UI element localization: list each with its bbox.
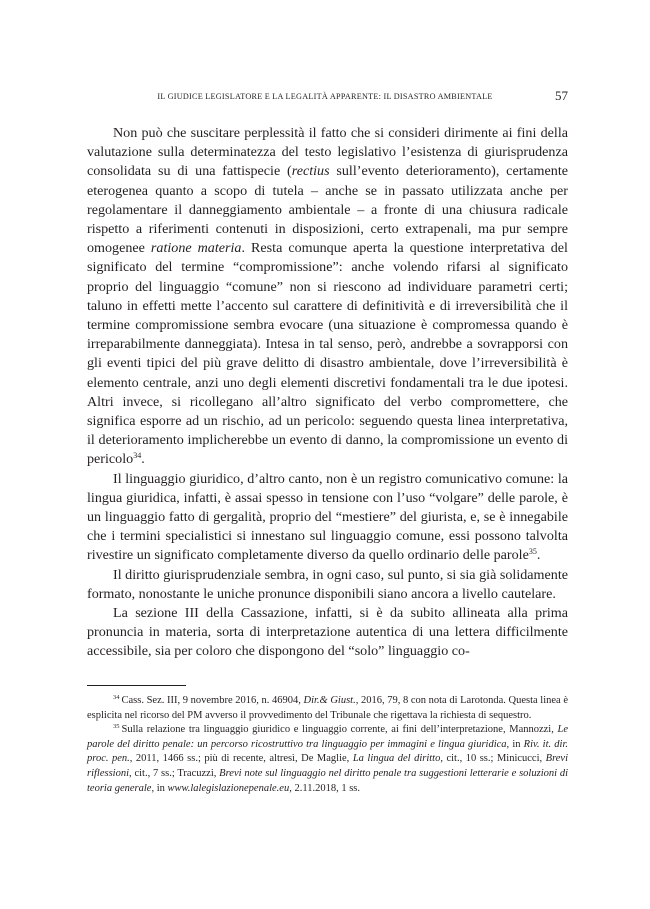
paragraph-1 [87,124,568,470]
paragraph-3: Il diritto giurisprudenziale sembra, in ogni caso, sul punto, si sia già solidamente formato, nonostante le uniche pronunce disponibili siano ancora a livello cautelare. [87,566,568,602]
website-link[interactable]: www.lalegislazionepenale.eu [167,782,290,794]
footnote-number: 34 [113,694,120,701]
text-run: , cit., 10 ss.; Minicucci, [440,753,546,765]
footnote-number: 35 [113,723,120,731]
text-run: , 2016, 79, 8 con nota di Larotonda. Questa linea è esplicita nel ricorso del PM avverso il provvedimento del Tribunale che rigettava la richiesta di sequestro. [87,695,569,721]
italic-title: Le parole del diritto penale: un percorso ricostruttivo tra linguaggio per immagini e lingua giuridica [87,724,568,750]
footnote-35 [87,723,568,796]
text-run: sull’evento deterioramento), certamente eterogenea quanto a scopo di tutela – anche se in passato utilizzata anche per regolamentare il danneggiamento ambientale – a fronte di una chiusura radicale rispetto a riferimenti contenuti in disposizioni, certo extrapenali, ma pur sempre omogenee [87,163,568,257]
text-run: , 2011, 1466 ss.; più di recente, altresì, De Maglie, [129,753,353,765]
text-run: Il linguaggio giuridico, d’altro canto, non è un registro comunicativo comune: la lingua giuridica, infatti, è assai spesso in tensione con l’uso “volgare” delle parole, è un linguaggio fatto di gergalità, proprio del “mestiere” del giurista, e, se è innegabile che i termini specialistici si innestano sul linguaggio comune, essi possono talvolta rivestire un significato completamente diverso da quello ordinario delle parole [87,470,568,564]
italic-title: Dir.& Giust. [303,695,356,706]
paragraph-2 [87,470,568,566]
text-run: . Resta comunque aperta la questione interpretativa del significato del termine “compromissione”: anche volendo rifarsi al significato proprio del linguaggio “comune” non si riescono ad individuare parametri certi; taluno in effetti mette l’accento sul carattere di definitività e di irreversibilità che il termine compromissione sembra evocare (una situazione è compromessa quando è irreparabilmente danneggiata). Intesa in tal senso, però, andrebbe a sovrapporsi con gli eventi tipici del più grave delitto di disastro ambientale, dove l’irreversibilità è elemento centrale, anzi uno degli elementi discretivi fondamentali tra le due ipotesi. Altri invece, si ricollegano all’altro significato del verbo compromettere, che significa esporre ad un rischio, ad un pericolo: seguendo questa linea interpretativa, il deterioramento implicherebbe un evento di danno, la compromissione un evento di pericolo [87,240,568,468]
page-number: 57 [555,88,568,103]
text-run: , in [151,782,168,794]
text-run: Cass. Sez. III, 9 novembre 2016, n. 46904, [121,695,304,706]
main-text [87,124,568,662]
italic-title: Riv. it. dir. proc. pen. [87,738,569,765]
footnote-ref-35[interactable]: 35 [528,547,537,557]
text-run: Sulla relazione tra linguaggio giuridico e linguaggio corrente, ai fini dell’interpretazione, Mannozzi, [121,724,558,736]
footnote-separator [87,685,186,686]
footnote-ref-34[interactable]: 34 [133,451,142,461]
text-run: , cit., 7 ss.; Tracuzzi, [129,767,220,779]
footnote-34 [87,694,568,723]
text-run: , 2.11.2018, 1 ss. [289,782,361,794]
italic-title: La lingua del diritto [352,753,441,765]
paragraph-4: La sezione III della Cassazione, infatti, si è da subito allineata alla prima pronuncia in materia, sorta di interpretazione autentica di una lettera difficilmente accessibile, sia per coloro che dispongono del “solo” linguaggio co- [87,605,568,660]
italic-term: ratione materia [150,240,242,257]
italic-title: Brevi riflessioni [87,753,569,779]
footnotes [87,694,568,796]
text-run: , in [506,738,524,750]
text-run: . [536,547,541,564]
italic-title: Brevi note sul linguaggio nel diritto penale tra suggestioni letterarie e soluzioni di teoria generale [87,767,568,794]
running-title: IL GIUDICE LEGISLATORE E LA LEGALITÀ APPARENTE: IL DISASTRO AMBIENTALE [157,92,493,101]
italic-term: rectius [291,163,330,180]
text-run: Non può che suscitare perplessità il fatto che si consideri dirimente ai fini della valutazione sulla determinatezza del testo legislativo l’esistenza di giurisprudenza consolidata su di una fattispecie ( [87,125,568,180]
text-run: . [141,451,145,468]
